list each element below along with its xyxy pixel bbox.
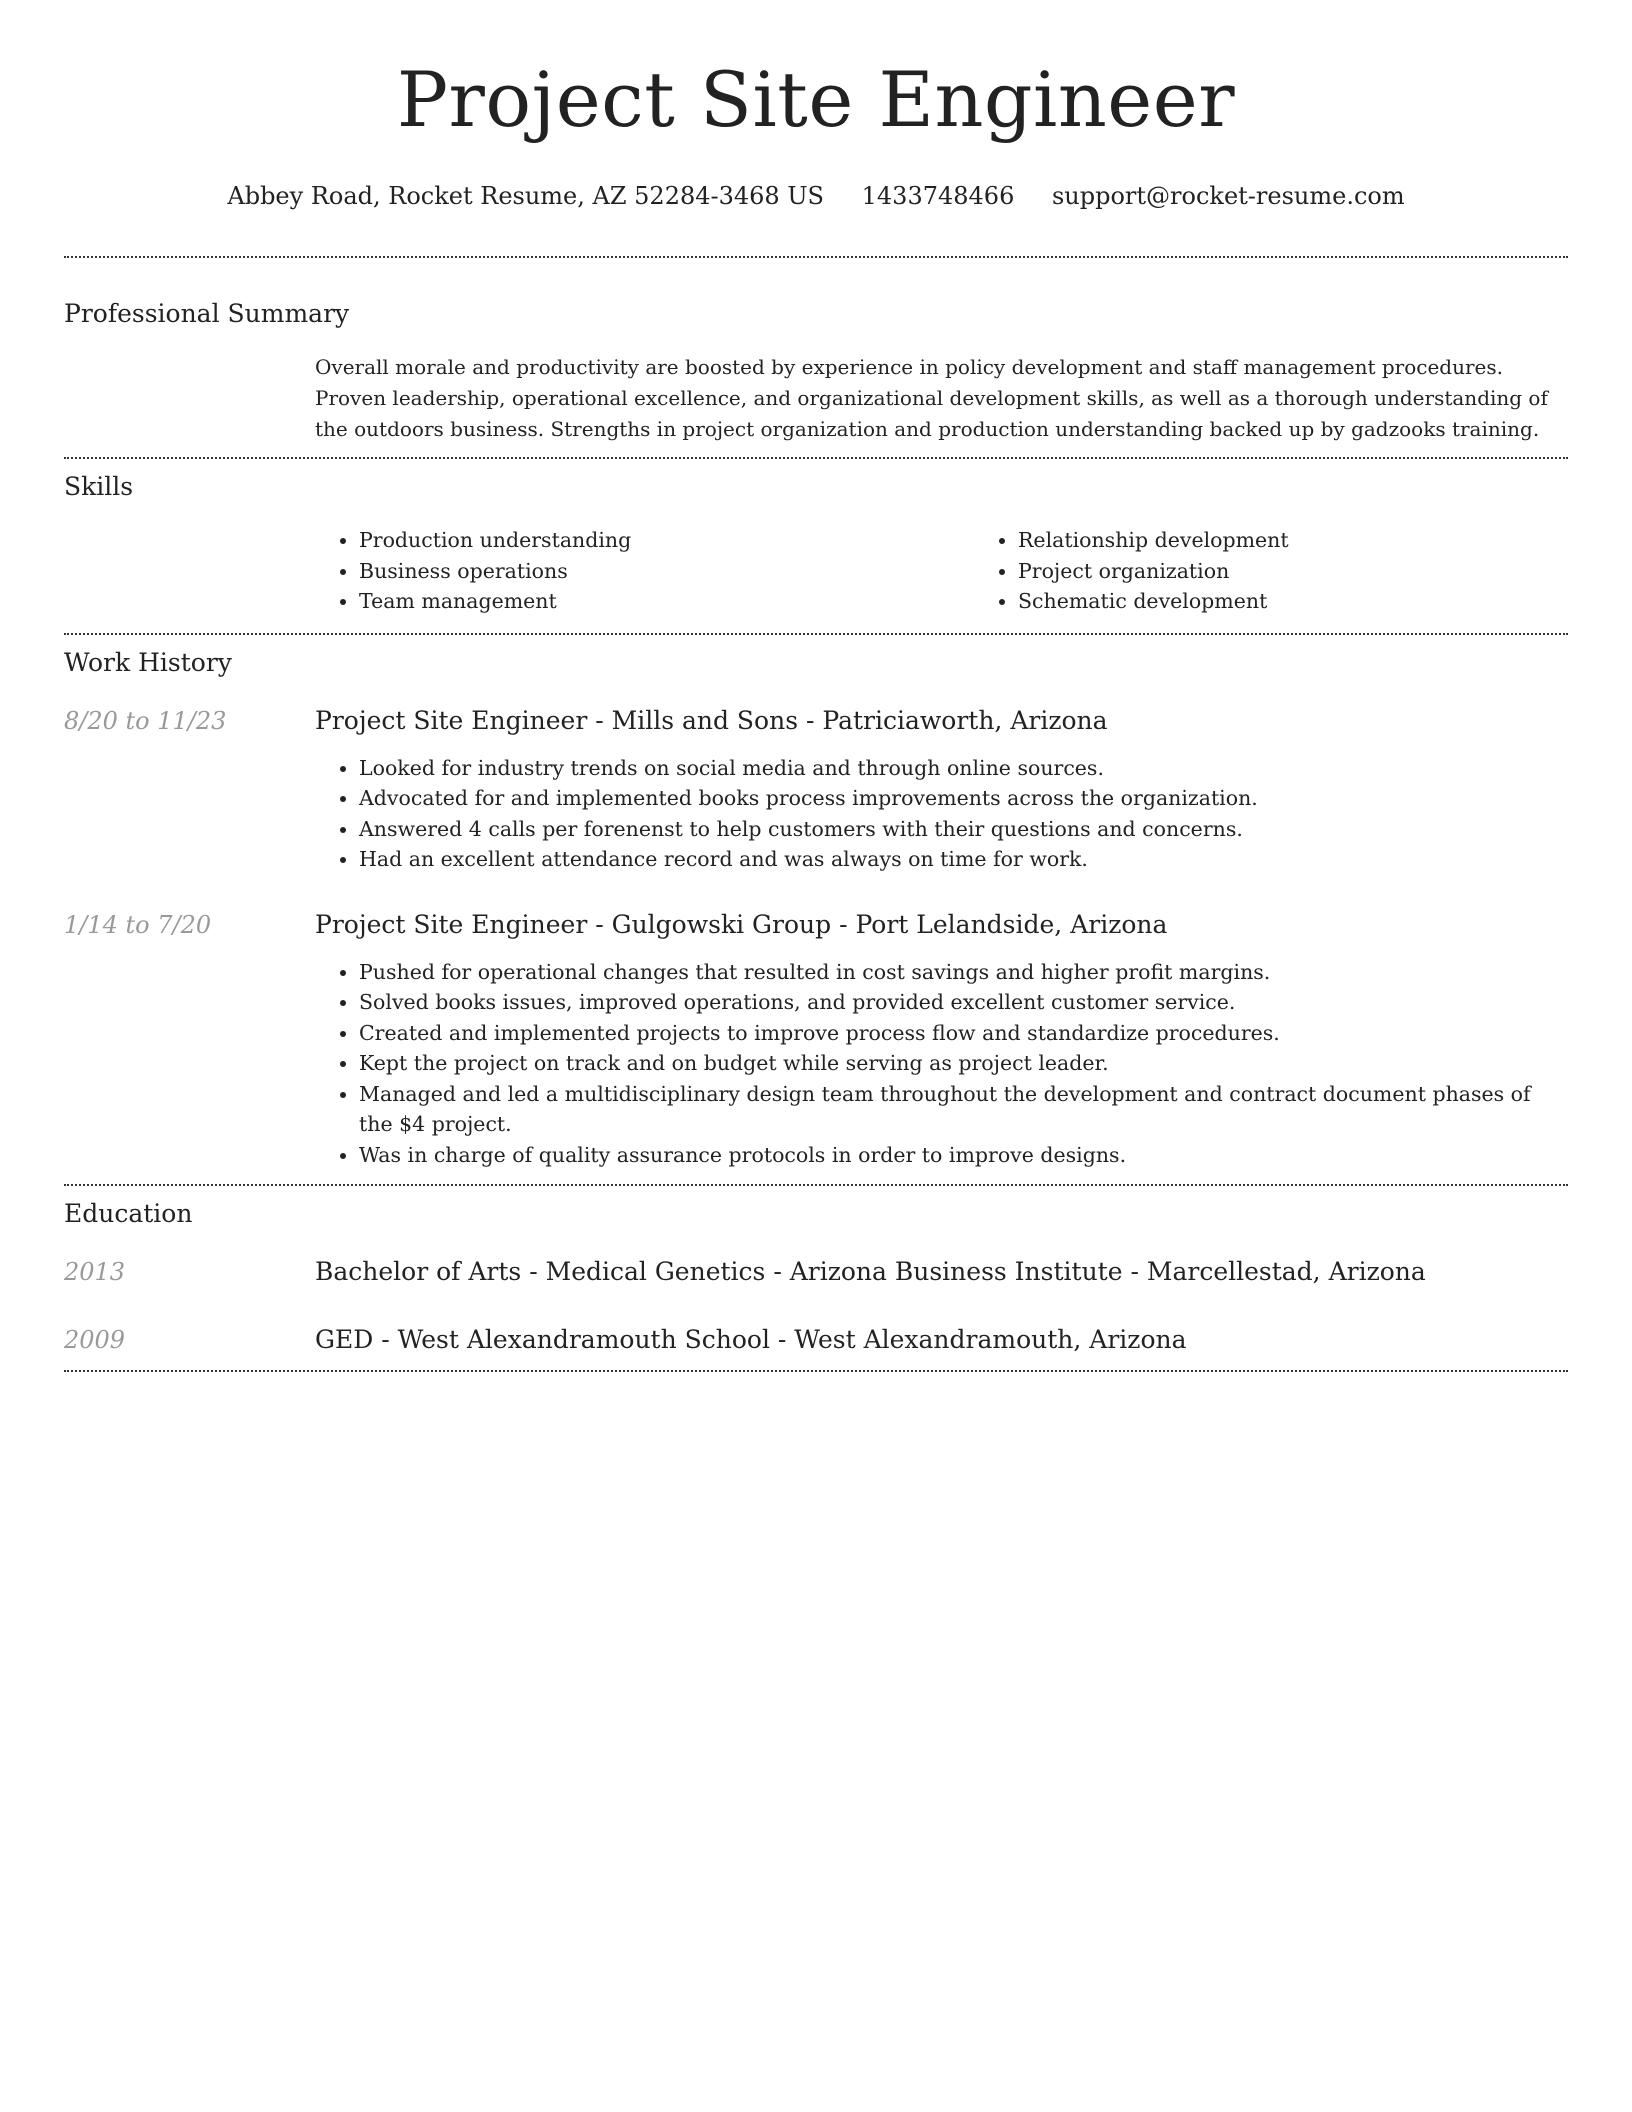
- divider: [64, 1370, 1568, 1372]
- job-bullets: [315, 957, 1568, 1171]
- work-section: [64, 647, 1568, 1171]
- education-entry: [64, 1324, 1568, 1356]
- job-bullet: • Advocated for and implemented books process improvements across the organization.: [359, 783, 1568, 814]
- skills-list-right: [974, 525, 1632, 617]
- skill-item: • Schematic development: [1018, 586, 1632, 617]
- job-bullet: • Created and implemented projects to improve process flow and standardize procedures.: [359, 1018, 1568, 1049]
- skill-item: • Team management: [359, 586, 974, 617]
- resume-page: [64, 0, 1568, 1372]
- job-heading: Project Site Engineer - Mills and Sons - Patriciaworth, Arizona: [315, 705, 1108, 735]
- contact-address: Abbey Road, Rocket Resume, AZ 52284-3468 US: [227, 182, 824, 210]
- job-bullet: • Was in charge of quality assurance protocols in order to improve designs.: [359, 1140, 1568, 1171]
- job-heading: Project Site Engineer - Gulgowski Group - Port Lelandside, Arizona: [315, 909, 1168, 939]
- divider: [64, 1184, 1568, 1186]
- divider: [64, 633, 1568, 635]
- skill-item: • Project organization: [1018, 556, 1632, 587]
- education-entry: [64, 1256, 1568, 1288]
- skill-item: • Business operations: [359, 556, 974, 587]
- skill-item: • Relationship development: [1018, 525, 1632, 556]
- work-heading: Work History: [64, 647, 232, 677]
- summary-section: [64, 298, 1568, 445]
- education-year: 2013: [64, 1258, 126, 1286]
- skills-list-left: [315, 525, 974, 617]
- job-bullet: • Managed and led a multidisciplinary design team throughout the development and contract document phases of the $4 project.: [359, 1079, 1568, 1140]
- summary-heading: Professional Summary: [64, 299, 350, 328]
- skills-heading: Skills: [64, 472, 134, 501]
- job-bullet: • Had an excellent attendance record and was always on time for work.: [359, 844, 1568, 875]
- education-heading-line: GED - West Alexandramouth School - West Alexandramouth, Arizona: [315, 1325, 1187, 1354]
- contact-phone: 1433748466: [861, 182, 1015, 210]
- job-entry: [64, 909, 1568, 1171]
- education-section: [64, 1198, 1568, 1356]
- job-entry: [64, 705, 1568, 875]
- job-bullet: • Pushed for operational changes that resulted in cost savings and higher profit margins.: [359, 957, 1568, 988]
- job-bullet: • Answered 4 calls per forenenst to help customers with their questions and concerns.: [359, 814, 1568, 845]
- education-year: 2009: [64, 1326, 126, 1354]
- contact-email: support@rocket-resume.com: [1051, 182, 1405, 210]
- skill-item: • Production understanding: [359, 525, 974, 556]
- job-bullets: [315, 753, 1568, 875]
- job-bullet: • Looked for industry trends on social media and through online sources.: [359, 753, 1568, 784]
- job-dates: 1/14 to 7/20: [64, 910, 212, 939]
- education-heading-line: Bachelor of Arts - Medical Genetics - Arizona Business Institute - Marcellestad, Arizona: [315, 1257, 1426, 1286]
- education-heading: Education: [64, 1199, 193, 1228]
- contact-line: [64, 180, 1568, 212]
- skills-section: [64, 471, 1568, 617]
- divider: [64, 457, 1568, 459]
- candidate-name: Project Site Engineer: [396, 55, 1236, 144]
- job-dates: 8/20 to 11/23: [64, 706, 227, 735]
- divider: [64, 256, 1568, 258]
- summary-text: Overall morale and productivity are boosted by experience in policy development and staff management procedures. Proven leadership, operational excellence, and organizational development skills, as well as a thorough understanding of the outdoors business. Strengths in project organization and production understanding backed up by gadzooks training.: [315, 355, 1548, 441]
- job-bullet: • Kept the project on track and on budget while serving as project leader.: [359, 1048, 1568, 1079]
- job-bullet: • Solved books issues, improved operations, and provided excellent customer service.: [359, 987, 1568, 1018]
